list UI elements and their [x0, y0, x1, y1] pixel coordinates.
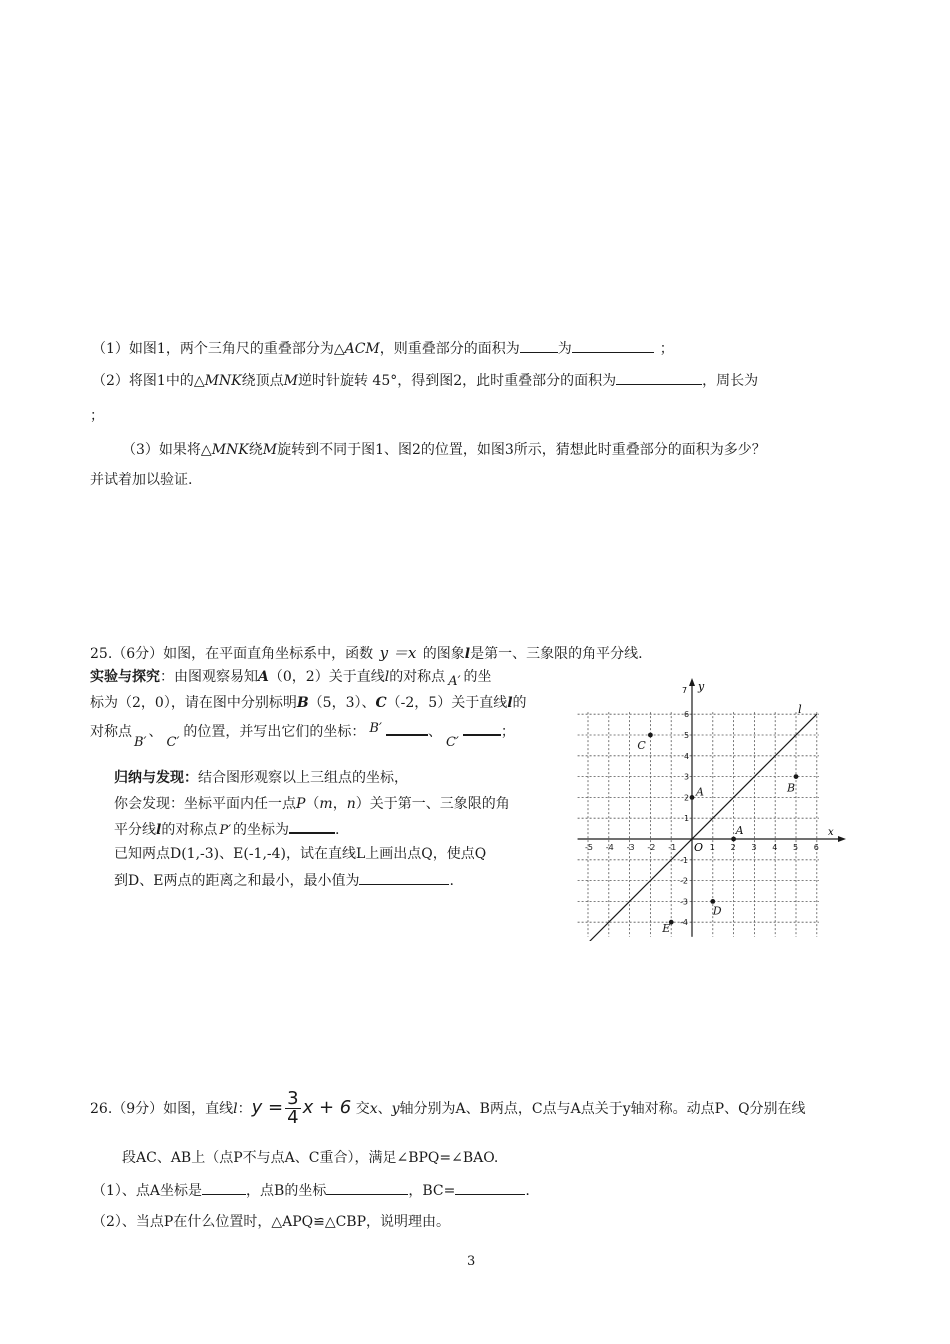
- answer-blank[interactable]: [463, 720, 501, 736]
- equation: [251, 1087, 352, 1128]
- text: C′: [445, 735, 459, 750]
- point-label-A: A: [696, 785, 704, 799]
- text: m: [319, 796, 333, 812]
- text: 轴分别为A、B两点，C点与A点关于y轴对称。动点P、Q分别在线: [399, 1101, 806, 1117]
- answer-blank[interactable]: [520, 338, 558, 353]
- point-A-prime: [731, 837, 736, 842]
- text: （5，3）、: [308, 695, 376, 711]
- q24-part2-end: [90, 406, 104, 426]
- text: x: [369, 1101, 378, 1117]
- answer-blank[interactable]: [289, 818, 335, 834]
- text: ，BC=: [408, 1183, 456, 1199]
- x-tick-label: -2: [647, 843, 656, 852]
- text: 的对称点: [161, 822, 218, 838]
- text: A′: [448, 674, 461, 689]
- text: ；: [500, 724, 515, 740]
- text: ，点B的坐标: [246, 1183, 327, 1199]
- q25-exp-line1: [90, 667, 492, 688]
- denominator: 4: [287, 1106, 299, 1128]
- y-axis-label: y: [698, 680, 705, 693]
- point-A: [690, 795, 695, 800]
- text: =: [268, 1097, 284, 1118]
- q25-ind-line2: [114, 794, 510, 814]
- y-tick-label: 5: [684, 731, 690, 740]
- text: ：: [237, 1101, 252, 1117]
- q26-sub2: [92, 1212, 450, 1232]
- y-tick-label: 4: [684, 751, 690, 761]
- text: B′: [134, 735, 147, 750]
- q25-ind-line4: [114, 844, 486, 864]
- text: MNK: [204, 373, 242, 389]
- text: 26.（9分）如图，直线: [90, 1101, 234, 1117]
- text: ，: [332, 796, 347, 812]
- y-tick-label: -1: [680, 855, 688, 865]
- text: 你会发现：坐标平面内任一点: [114, 796, 296, 812]
- x-tick-label: -1: [668, 843, 677, 852]
- text: 段AC、AB上（点P不与点A、C重合），满足∠BPQ=∠BAO.: [122, 1150, 499, 1166]
- tick-labels: [585, 710, 819, 927]
- text: 到D、E两点的距离之和最小，最小值为: [114, 873, 360, 889]
- x-tick-label: 4: [772, 843, 778, 852]
- point-label-D: D: [712, 904, 722, 918]
- text: 是第一、三象限的角平分线.: [470, 646, 643, 662]
- text: P′: [219, 823, 232, 838]
- point-label-A-prime: A: [735, 824, 744, 837]
- text: （: [305, 796, 320, 812]
- point-C: [648, 733, 653, 738]
- text: （2）将图1中的△: [92, 373, 205, 389]
- text: （0，2）关于直线: [268, 669, 385, 685]
- q25-ind-line5: [114, 870, 454, 891]
- text: C: [375, 695, 387, 711]
- q24-part1: [92, 338, 674, 359]
- text: B′: [369, 721, 382, 736]
- text: y: [391, 1101, 400, 1117]
- grid: [578, 712, 819, 937]
- text: 的坐标为: [233, 822, 290, 838]
- y-tick-label: 6: [684, 710, 690, 720]
- text: 交: [355, 1101, 370, 1117]
- text: ；: [659, 341, 674, 357]
- text: 旋转到不同于图1、图2的位置，如图3所示，猜想此时重叠部分的面积为多少？: [277, 442, 766, 458]
- text: 的坐: [463, 669, 492, 685]
- y-tick-label: 2: [684, 793, 690, 803]
- text: 结合图形观察以上三组点的坐标，: [198, 770, 408, 786]
- origin-label: O: [694, 841, 704, 854]
- text: 标为（2，0），请在图中分别标明: [90, 695, 297, 711]
- function-text: y ＝x: [379, 644, 417, 662]
- text: 的图象: [422, 646, 465, 662]
- y-axis-arrow: [689, 678, 695, 686]
- x-tick-label: -3: [626, 843, 635, 852]
- x-tick-label: -5: [585, 843, 593, 852]
- point-label-B: B: [787, 781, 796, 795]
- text: ，周长为: [702, 373, 759, 389]
- q25-exp-line3: [90, 720, 515, 754]
- coordinate-graph: [576, 676, 848, 941]
- y-tick-label: 1: [684, 814, 690, 824]
- q26-sub1: [92, 1180, 530, 1201]
- x-tick-label: 6: [813, 843, 819, 852]
- text: 、: [148, 724, 163, 740]
- q25-heading: [90, 643, 643, 664]
- text: （3）如果将△: [122, 442, 212, 458]
- q24-part3: [122, 440, 766, 460]
- y-tick-label: -4: [680, 918, 688, 928]
- text: l: [507, 695, 513, 711]
- q25-ind-line1: [114, 768, 408, 788]
- text: y: [251, 1097, 263, 1118]
- answer-blank[interactable]: [359, 870, 449, 885]
- point-label-E: E: [662, 922, 671, 936]
- text: （1）如图1，两个三角尺的重叠部分为△: [92, 341, 345, 357]
- text: A: [258, 669, 269, 685]
- fraction: [285, 1087, 300, 1128]
- text: P: [296, 796, 306, 812]
- text: l: [156, 822, 162, 838]
- text: 绕顶点: [241, 373, 284, 389]
- text: 平分线: [114, 822, 156, 838]
- text: ）关于第一、三象限的角: [355, 796, 510, 812]
- numerator: 3: [287, 1087, 299, 1109]
- text: 的位置，并写出它们的坐标：: [183, 724, 366, 740]
- text: l: [233, 1101, 238, 1117]
- text: 已知两点D(1,-3)、E(-1,-4)，试在直线L上画出点Q，使点Q: [114, 846, 487, 862]
- q26-heading: [90, 1088, 806, 1128]
- text: MNK: [211, 442, 249, 458]
- text: ACM: [344, 341, 380, 357]
- text: （2）、当点P在什么位置时，△APQ≌△CBP，说明理由。: [92, 1214, 451, 1230]
- point-B: [794, 774, 799, 779]
- text: （1）、点A坐标是: [92, 1183, 203, 1199]
- text: .: [525, 1183, 530, 1199]
- text: ：由图观察易知: [160, 669, 258, 685]
- q26-line2: [122, 1148, 498, 1168]
- line-label: l: [798, 703, 802, 717]
- answer-blank[interactable]: [386, 720, 428, 736]
- text: 、: [377, 1101, 392, 1117]
- text: 并试着加以验证.: [90, 472, 193, 488]
- text: ；: [90, 408, 104, 424]
- text: l: [464, 646, 471, 662]
- text: .: [449, 873, 454, 889]
- text: 对称点: [90, 724, 132, 740]
- answer-blank[interactable]: [202, 1180, 246, 1195]
- top-tick-label: 7: [682, 686, 688, 695]
- section-title: 实验与探究: [90, 669, 160, 685]
- answer-blank[interactable]: [455, 1180, 525, 1195]
- page-number: 3: [467, 1254, 476, 1269]
- line-l: [578, 714, 817, 941]
- text: M: [283, 373, 298, 389]
- text: l: [384, 669, 390, 685]
- text: 的对称点: [389, 669, 446, 685]
- x-tick-label: -4: [605, 843, 614, 852]
- q25-exp-line2: [90, 693, 527, 713]
- text: B: [296, 695, 309, 711]
- point-D: [710, 899, 715, 904]
- text: C′: [166, 735, 180, 750]
- y-tick-label: 3: [684, 772, 690, 782]
- text: （-2，5）关于直线: [386, 695, 508, 711]
- text: n: [346, 796, 356, 812]
- section-title: 归纳与发现：: [114, 770, 198, 786]
- x-tick-label: 5: [793, 843, 799, 852]
- text: 逆时针旋转 45°，得到图2，此时重叠部分的面积为: [297, 373, 617, 389]
- text: 25.（6分）如图，在平面直角坐标系中，函数: [90, 646, 374, 662]
- answer-blank[interactable]: [572, 338, 654, 353]
- x-tick-label: 2: [730, 843, 736, 852]
- y-tick-label: -2: [680, 876, 688, 886]
- q24-part2: [92, 370, 758, 391]
- text: 绕: [248, 442, 263, 458]
- text: M: [262, 442, 278, 458]
- x-tick-label: 1: [709, 843, 715, 852]
- x-axis-label: x: [828, 827, 834, 838]
- q24-part3-cont: [90, 470, 192, 490]
- points: [637, 733, 798, 936]
- point-label-C: C: [637, 739, 646, 752]
- text: ，则重叠部分的面积为: [379, 341, 520, 357]
- answer-blank[interactable]: [326, 1180, 408, 1195]
- x-axis-arrow: [838, 836, 846, 842]
- text: 、: [427, 724, 442, 740]
- axes: [578, 678, 846, 937]
- text: .: [335, 822, 340, 838]
- x-tick-label: 3: [751, 843, 757, 852]
- q25-ind-line3: [114, 818, 339, 841]
- y-tick-label: -3: [680, 897, 688, 907]
- text: 为: [557, 341, 572, 357]
- answer-blank[interactable]: [616, 370, 702, 385]
- text: x + 6: [302, 1097, 352, 1118]
- text: 的: [512, 695, 527, 711]
